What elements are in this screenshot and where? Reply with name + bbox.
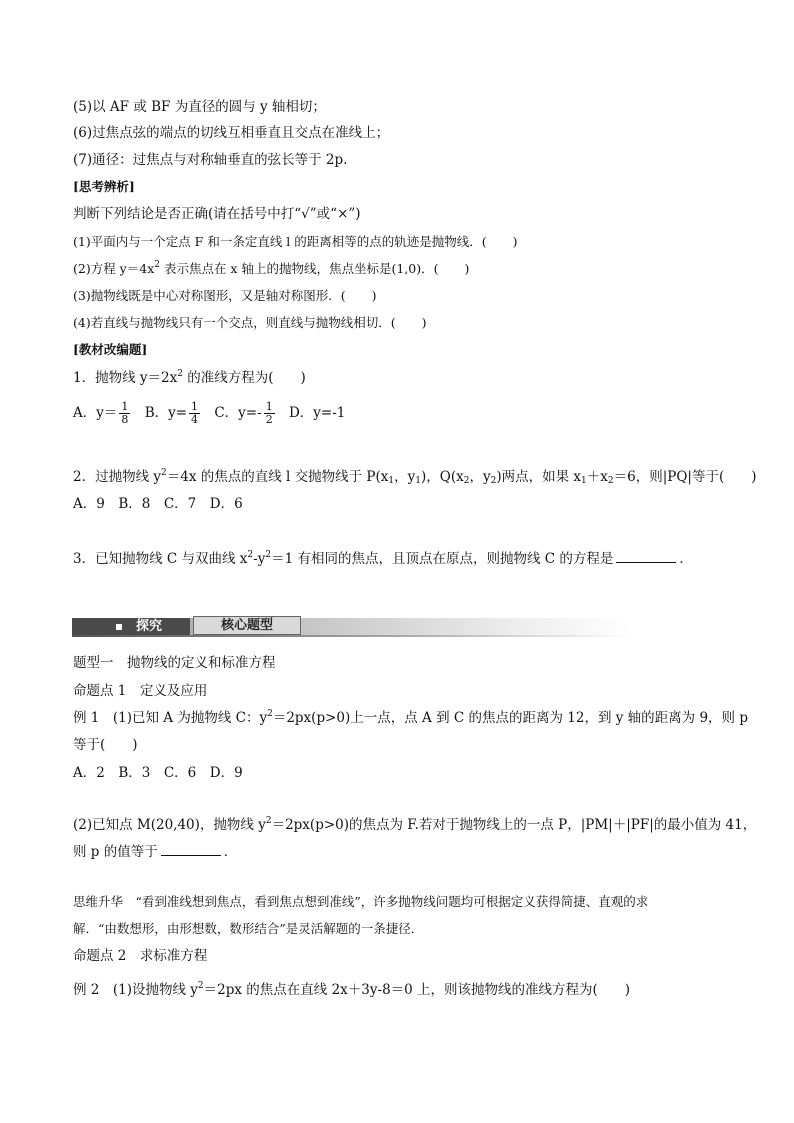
example1-part1-cont: 等于( ): [73, 737, 138, 753]
fraction-b: $\frac{1}{4}$: [191, 400, 199, 426]
choice-d: D．y=-1: [288, 405, 346, 421]
fraction-a: $\frac{1}{8}$: [121, 400, 129, 426]
thinking-q3: (3)抛物线既是中心对称图形，又是轴对称图形．( ): [73, 288, 377, 303]
textbook-header: [教材改编题]: [73, 342, 148, 357]
textbook-q1-choices: [73, 398, 345, 428]
choice-b: B．y=: [144, 405, 188, 421]
insight-line2: 解．“由数想形，由形想数，数形结合”是灵活解题的一条捷径．: [73, 921, 424, 936]
fill-blank: [616, 550, 676, 563]
property-7: (7)通径：过焦点与对称轴垂直的弦长等于 2p.: [73, 152, 348, 168]
section-banner: [72, 613, 633, 638]
banner-tag-core: 核心题型: [193, 616, 301, 635]
example2-part1: 例 2 (1)设抛物线 $y^2=2px$ 的焦点在直线 2x＋3y-8＝0 上，则该抛物线的准线方程为( ): [73, 981, 631, 998]
banner-tag-explore: 探究: [72, 618, 190, 635]
thinking-q1-text: (1)平面内与一个定点 F 和一条定直线 l 的距离相等的点的轨迹是抛物线．: [73, 234, 482, 249]
fraction-c: $\frac{1}{2}$: [265, 400, 273, 426]
thinking-q1: (1)平面内与一个定点 F 和一条定直线 l 的距离相等的点的轨迹是抛物线．( ): [73, 234, 518, 249]
choice-c: C．y=-: [214, 405, 262, 421]
textbook-q2: 2．过抛物线 $y^2=4x$ 的焦点的直线 l 交抛物线于 $P(x_1$，$y_1$)，$Q(x_2$，$y_2$)两点，如果 $x_1+x_2=6$，则|PQ|等于( ): [73, 468, 757, 486]
thinking-instruction: 判断下列结论是否正确(请在括号中打“√”或“×”): [73, 206, 361, 222]
insight-line1: 思维升华 “看到准线想到焦点，看到焦点想到准线”，许多抛物线问题均可根据定义获得简捷、直观的求: [73, 894, 649, 909]
textbook-q2-choices: A．9 B．8 C．7 D．6: [73, 496, 243, 512]
type1-title: 题型一 抛物线的定义和标准方程: [73, 655, 276, 671]
thinking-q2: (2)方程 $y=4x^2$ 表示焦点在 x 轴上的抛物线，焦点坐标是(1,0)．( ): [73, 260, 470, 276]
thinking-header: [思考辨析]: [73, 179, 135, 194]
property-5: (5)以 AF 或 BF 为直径的圆与 y 轴相切；: [73, 99, 326, 115]
square-bullet-icon: [116, 624, 122, 630]
type1-point1: 命题点 1 定义及应用: [73, 683, 208, 699]
textbook-q1: 1．抛物线 $y=2x^2$ 的准线方程为( ): [73, 369, 306, 386]
choice-a: A．y＝: [73, 405, 118, 421]
property-6: (6)过焦点弦的端点的切线互相垂直且交点在准线上；: [73, 125, 390, 141]
textbook-q3: 3．已知抛物线 C 与双曲线 $x^2-y^2=1$ 有相同的焦点，且顶点在原点，则抛物线 C 的方程是 ．: [73, 550, 693, 567]
type1-point2: 命题点 2 求标准方程: [73, 948, 208, 964]
example1-part2: (2)已知点 M(20,40)，抛物线 $y^2=2px(p>0)$的焦点为 F.若对于抛物线上的一点 P，|PM|＋|PF|的最小值为 41，: [73, 816, 757, 833]
example1-part1: 例 1 (1)已知 A 为抛物线 C：$y^2=2px(p>0)$上一点，点 A 到 C 的焦点的距离为 12，到 y 轴的距离为 9，则 p: [73, 709, 748, 726]
fill-blank: [161, 843, 221, 856]
example1-part2-cont: 则 p 的值等于 ．: [73, 844, 238, 860]
example1-choices: A．2 B．3 C．6 D．9: [73, 765, 243, 781]
thinking-q4: (4)若直线与抛物线只有一个交点，则直线与抛物线相切．( ): [73, 315, 427, 330]
